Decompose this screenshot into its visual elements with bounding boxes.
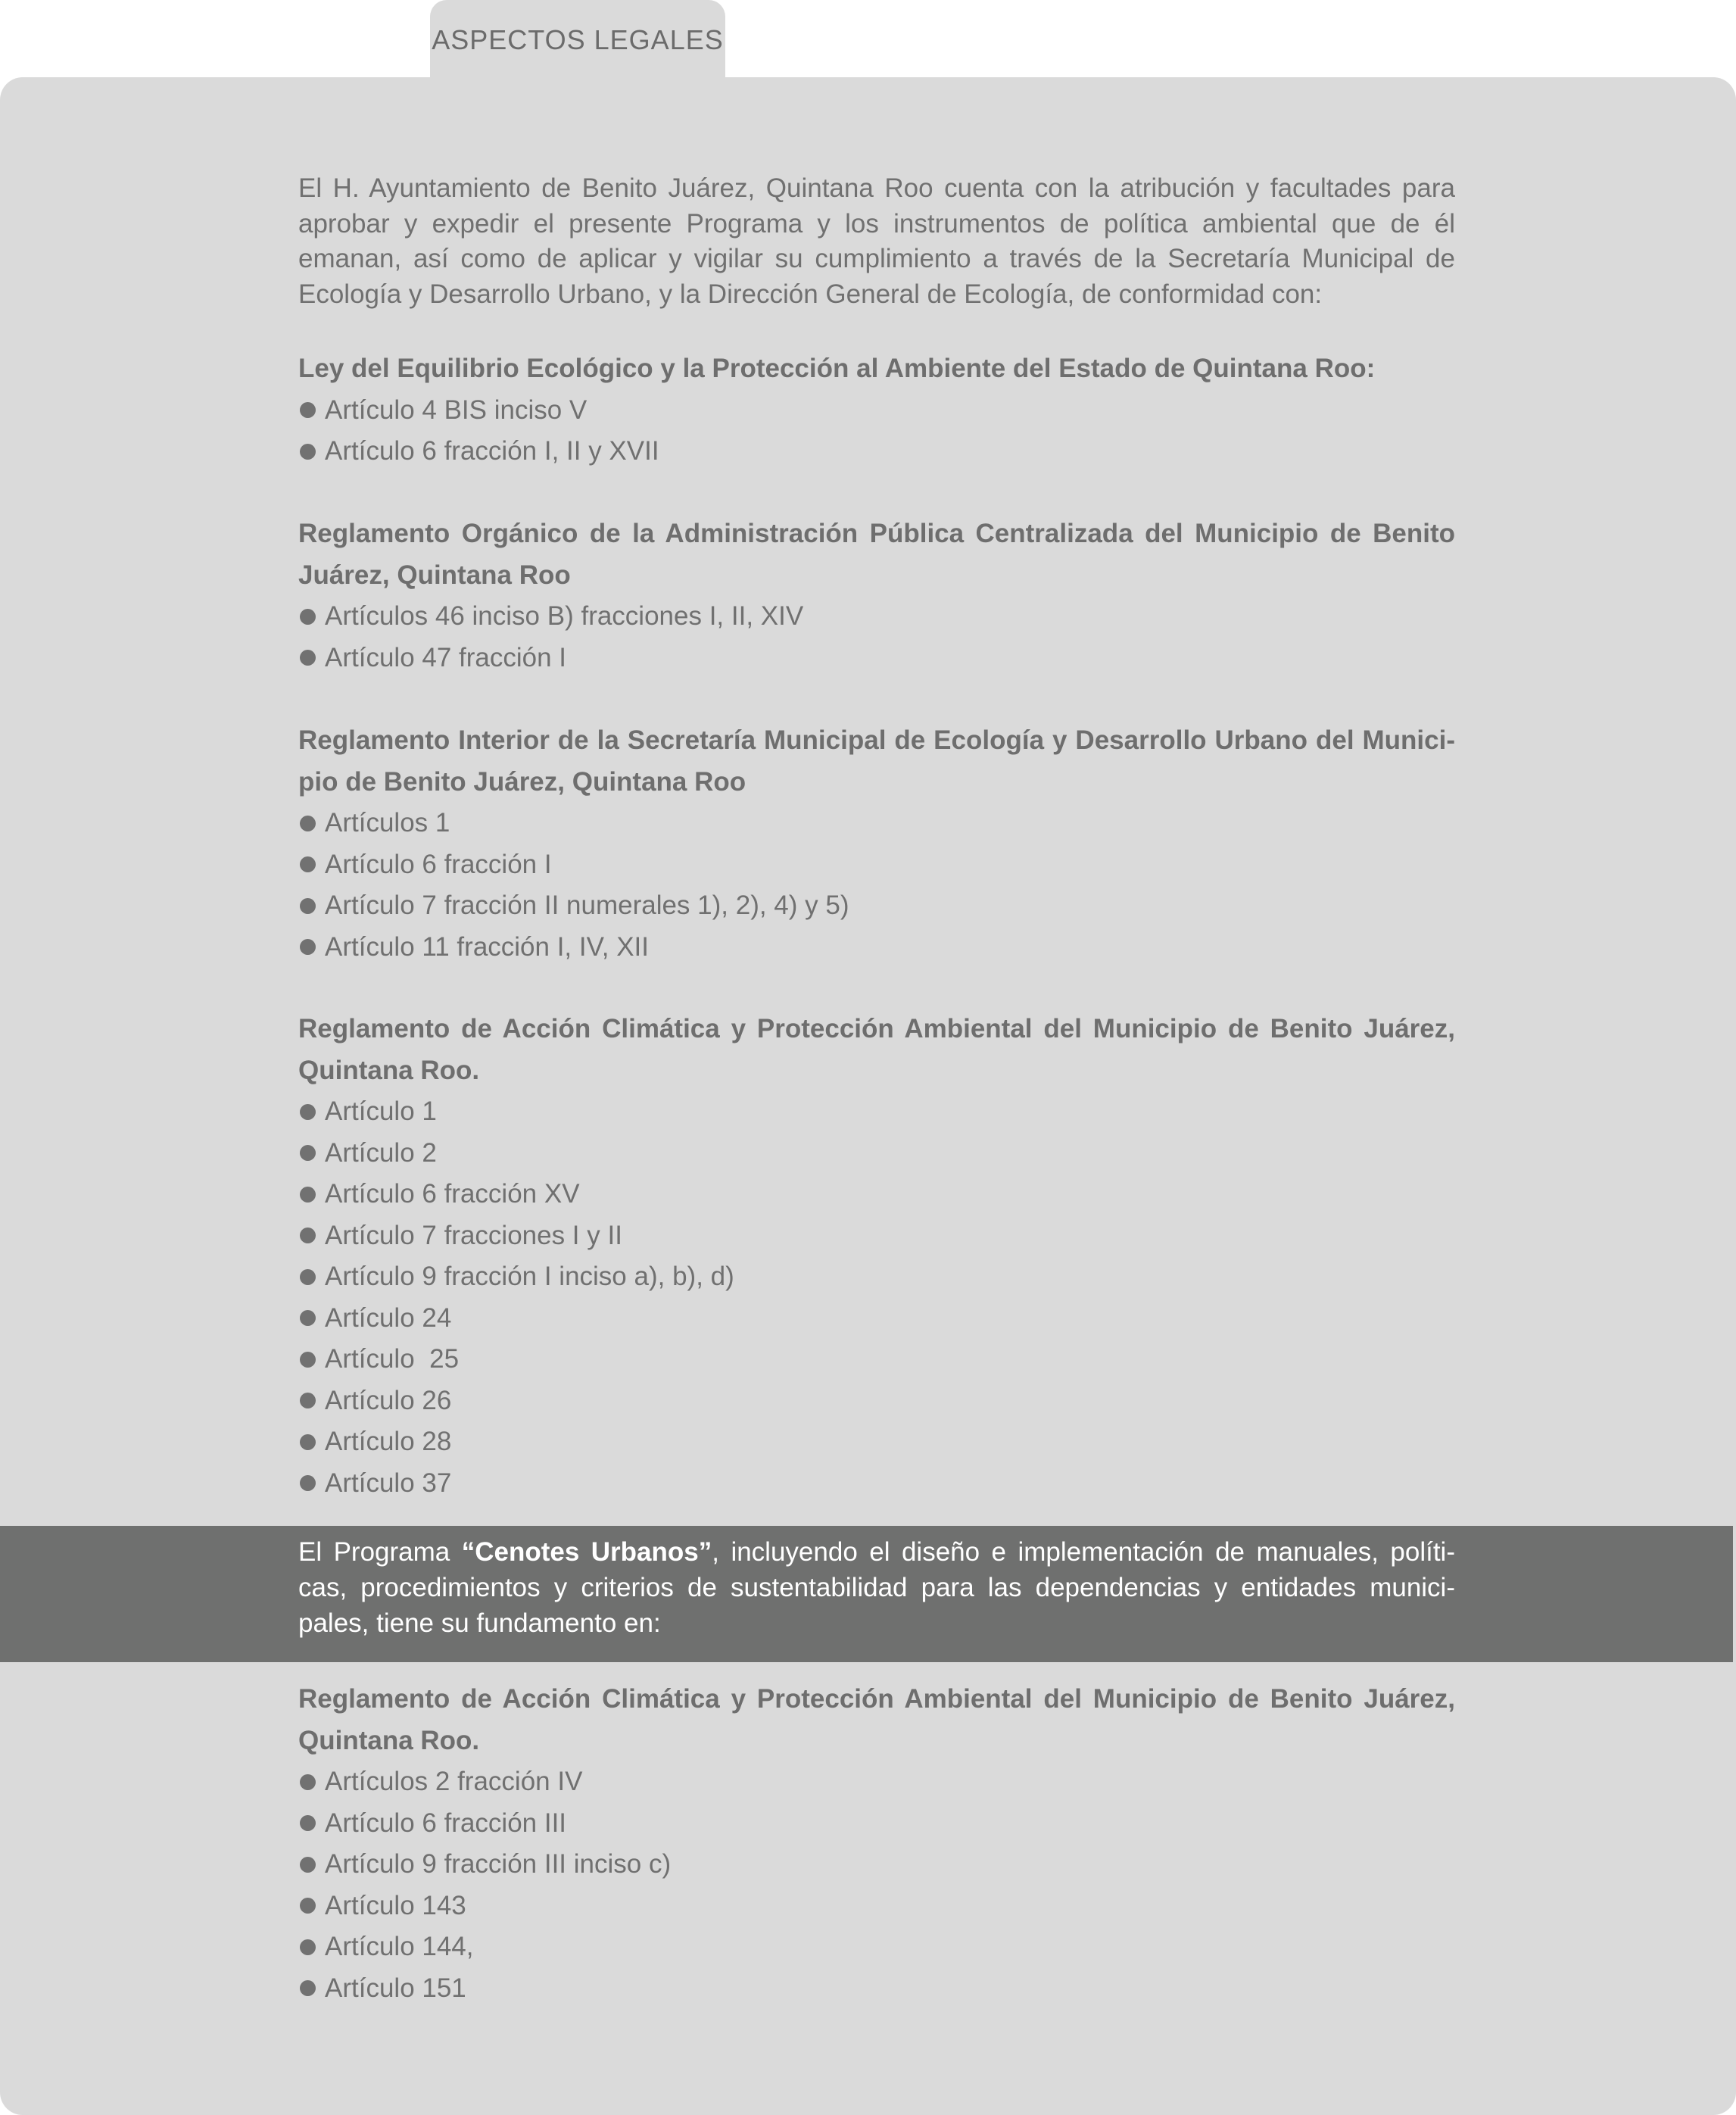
article-label: Artículo 7 fracciones I y II <box>325 1220 622 1250</box>
article-item <box>298 1380 1455 1422</box>
bullet-icon <box>300 1939 316 1955</box>
article-label: Artículo 144, <box>325 1932 474 1961</box>
article-label: Artículo 26 <box>325 1385 452 1415</box>
article-item <box>298 1761 1455 1803</box>
article-label: Artículo 25 <box>325 1344 460 1374</box>
section-heading: Reglamento de Acción Climática y Protección Ambiental del Municipio de Benito Juárez, Quintana Roo. <box>298 1014 1455 1085</box>
section-heading: Ley del Equilibrio Ecológico y la Protección al Ambiente del Estado de Quintana Roo: <box>298 354 1376 383</box>
bullet-icon <box>300 1145 316 1161</box>
program-foundation-text <box>298 1534 1455 1641</box>
article-item <box>298 1133 1455 1174</box>
bullet-icon <box>300 1269 316 1285</box>
article-label: Artículo 47 fracción I <box>325 642 567 672</box>
article-label: Artículo 151 <box>325 1973 466 2003</box>
article-item <box>298 885 1455 927</box>
band-text-suffix: , incluyendo el diseño e implementación de manuales, políti-cas, procedimientos y criterios de sustentabilidad para las dependencias y entidades munici-pales, tiene su fundamento en: <box>298 1537 1455 1638</box>
article-item <box>298 431 1455 473</box>
article-item <box>298 1463 1455 1505</box>
article-list <box>298 596 1455 678</box>
bullet-icon <box>300 1898 316 1914</box>
article-label: Artículo 37 <box>325 1468 452 1498</box>
bullet-icon <box>300 1815 316 1831</box>
article-label: Artículo 11 fracción I, IV, XII <box>325 931 649 962</box>
article-label: Artículo 9 fracción I inciso a), b), d) <box>325 1262 734 1291</box>
legal-section <box>298 348 1455 473</box>
section-tab-label: ASPECTOS LEGALES <box>432 23 724 55</box>
band-text-prefix: El Programa <box>298 1537 462 1567</box>
bullet-icon <box>300 1434 316 1450</box>
article-list <box>298 1761 1455 2009</box>
bullet-icon <box>300 1352 316 1368</box>
bullet-icon <box>300 856 316 872</box>
bullet-icon <box>300 898 316 914</box>
article-item <box>298 1886 1455 1927</box>
article-item <box>298 1091 1455 1133</box>
article-list <box>298 1091 1455 1504</box>
article-label: Artículo 143 <box>325 1890 466 1920</box>
article-item <box>298 1968 1455 2010</box>
article-item <box>298 390 1455 432</box>
bullet-icon <box>300 1774 316 1790</box>
bullet-icon <box>300 444 316 460</box>
article-label: Artículos 46 inciso B) fracciones I, II, XIV <box>325 601 804 631</box>
bullet-icon <box>300 650 316 666</box>
article-item <box>298 803 1455 844</box>
bullet-icon <box>300 816 316 831</box>
article-item <box>298 596 1455 638</box>
article-item <box>298 1339 1455 1380</box>
article-label: Artículo 7 fracción II numerales 1), 2), 4) y 5) <box>325 891 849 920</box>
bullet-icon <box>300 1228 316 1243</box>
bullet-icon <box>300 1104 316 1120</box>
bullet-icon <box>300 1310 316 1326</box>
article-label: Artículo 9 fracción III inciso c) <box>325 1849 672 1879</box>
article-label: Artículo 6 fracción I, II y XVII <box>325 436 659 466</box>
article-item <box>298 1174 1455 1215</box>
bullet-icon <box>300 1475 316 1491</box>
bullet-icon <box>300 1187 316 1203</box>
article-label: Artículo 6 fracción III <box>325 1808 567 1838</box>
bullet-icon <box>300 1980 316 1996</box>
article-item <box>298 1215 1455 1257</box>
article-item <box>298 1926 1455 1968</box>
article-label: Artículos 1 <box>325 808 450 838</box>
article-item <box>298 1256 1455 1298</box>
legal-aspects-panel <box>0 77 1736 2115</box>
legal-section <box>298 720 1455 968</box>
bullet-icon <box>300 609 316 625</box>
section-heading: Reglamento de Acción Climática y Protección Ambiental del Municipio de Benito Juárez, Quintana Roo. <box>298 1684 1455 1755</box>
article-label: Artículo 1 <box>325 1096 437 1126</box>
article-list <box>298 390 1455 473</box>
article-label: Artículo 2 <box>325 1137 437 1168</box>
article-label: Artículos 2 fracción IV <box>325 1767 583 1796</box>
article-item <box>298 927 1455 969</box>
legal-section <box>298 513 1455 678</box>
legal-section <box>298 1009 1455 1504</box>
bullet-icon <box>300 939 316 955</box>
article-item <box>298 1844 1455 1886</box>
bullet-icon <box>300 402 316 418</box>
bullet-icon <box>300 1857 316 1873</box>
section-heading: Reglamento Orgánico de la Administración Pública Centralizada del Municipio de Benito Juárez, Quintana Roo <box>298 519 1455 590</box>
article-label: Artículo 28 <box>325 1427 452 1456</box>
article-item <box>298 1421 1455 1463</box>
article-item <box>298 1803 1455 1845</box>
program-foundation-band <box>0 1526 1733 1662</box>
bullet-icon <box>300 1393 316 1408</box>
article-label: Artículo 24 <box>325 1302 452 1333</box>
article-list <box>298 803 1455 968</box>
article-label: Artículo 4 BIS inciso V <box>325 395 587 425</box>
article-label: Artículo 6 fracción XV <box>325 1179 580 1209</box>
section-tab <box>430 0 725 82</box>
article-item <box>298 844 1455 886</box>
article-item <box>298 638 1455 679</box>
intro-paragraph: El H. Ayuntamiento de Benito Juárez, Quintana Roo cuenta con la atribución y facultades para aprobar y expedir el presente Programa y los instrumentos de política ambiental que de él emanan, así como de aplicar y vigilar su cumplimiento a través de la Secretaría Municipal de Ecología y Desarrollo Urbano, y la Dirección General de Ecología, de conformidad con: <box>298 173 1455 309</box>
program-name: “Cenotes Urbanos” <box>461 1537 712 1567</box>
article-label: Artículo 6 fracción I <box>325 849 552 879</box>
article-item <box>298 1298 1455 1340</box>
section-heading: Reglamento Interior de la Secretaría Municipal de Ecología y Desarrollo Urbano del Munici-pio de Benito Juárez, Quintana Roo <box>298 725 1455 797</box>
legal-section <box>298 1679 1455 2009</box>
